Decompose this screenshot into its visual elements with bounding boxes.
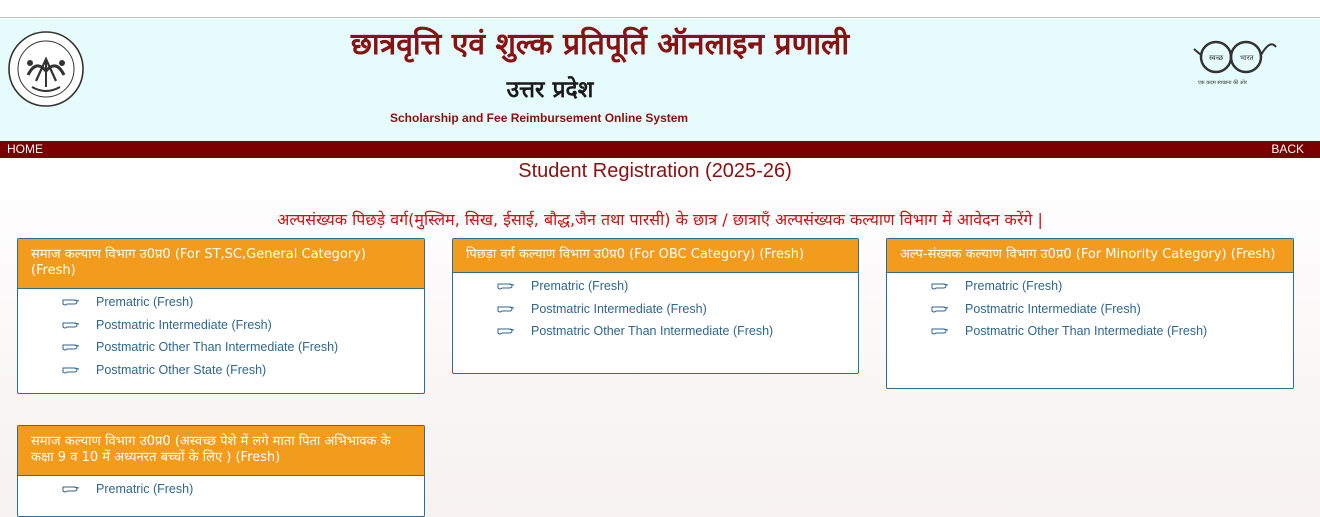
svg-text:एक कदम स्वच्छता की ओर: एक कदम स्वच्छता की ओर [1198,80,1247,86]
site-title-hindi: छात्रवृत्ति एवं शुल्क प्रतिपूर्ति ऑनलाइन प्रणाली [350,27,850,62]
link-postmatric-intermediate[interactable]: Postmatric Intermediate (Fresh) [453,299,858,322]
pointing-hand-icon [497,326,515,336]
site-header [0,19,1320,141]
panel-minority [886,238,1294,389]
top-strip [0,0,1320,18]
main-content [0,158,1320,517]
link-postmatric-other-than-intermediate[interactable]: Postmatric Other Than Intermediate (Fresh) [18,337,424,360]
site-title-english: Scholarship and Fee Reimbursement Online System [390,111,689,125]
panel-obc [452,238,859,374]
pointing-hand-icon [62,342,80,352]
link-prematric[interactable]: Prematric (Fresh) [18,479,424,502]
pointing-hand-icon [931,326,949,336]
panel-heading: समाज कल्याण विभाग उ0प्र0 (For ST,SC,General Category) (Fresh) [18,239,424,289]
link-postmatric-other-than-intermediate[interactable]: Postmatric Other Than Intermediate (Fresh) [887,321,1293,344]
panel-heading: पिछड़ा वर्ग कल्याण विभाग उ0प्र0 (For OBC Category) (Fresh) [453,239,858,273]
panel-unclean-occupation [17,425,425,517]
pointing-hand-icon [62,365,80,375]
svg-text:स्वच्छ: स्वच्छ [1209,54,1224,62]
pointing-hand-icon [62,320,80,330]
link-postmatric-other-state[interactable]: Postmatric Other State (Fresh) [18,360,424,383]
minority-notice: अल्पसंख्यक पिछड़े वर्ग(मुस्लिम, सिख, ईसाई, बौद्ध,जैन तथा पारसी) के छात्र / छात्राएँ अल्पसंख्यक कल्याण विभाग में आवेदन करेंगे | [277,210,1043,229]
panel-heading: समाज कल्याण विभाग उ0प्र0 (अस्वच्छ पेशे में लगे माता पिता अभिभावक के कक्षा 9 व 10 में अध्यनरत बच्चों के लिए ) (Fresh) [18,426,424,476]
swachh-bharat-logo [1190,27,1280,97]
link-prematric[interactable]: Prematric (Fresh) [887,276,1293,299]
nav-bar [0,141,1320,158]
link-prematric[interactable]: Prematric (Fresh) [18,292,424,315]
pointing-hand-icon [497,304,515,314]
registration-link-list [18,289,424,382]
registration-link-list [887,273,1293,344]
link-postmatric-intermediate[interactable]: Postmatric Intermediate (Fresh) [887,299,1293,322]
registration-link-list [453,273,858,344]
pointing-hand-icon [497,281,515,291]
state-name-hindi: उत्तर प्रदेश [506,77,594,103]
pointing-hand-icon [931,304,949,314]
panel-sc-st-general [17,238,425,394]
link-postmatric-other-than-intermediate[interactable]: Postmatric Other Than Intermediate (Fresh) [453,321,858,344]
svg-text:भारत: भारत [1240,54,1254,62]
panel-heading: अल्प-संख्यक कल्याण विभाग उ0प्र0 (For Minority Category) (Fresh) [887,239,1293,273]
page-title: Student Registration (2025-26) [518,160,792,182]
link-prematric[interactable]: Prematric (Fresh) [453,276,858,299]
pointing-hand-icon [931,281,949,291]
pointing-hand-icon [62,484,80,494]
pointing-hand-icon [62,297,80,307]
home-link[interactable]: HOME [7,142,43,156]
back-link[interactable]: BACK [1271,142,1304,156]
registration-link-list [18,476,424,502]
link-postmatric-intermediate[interactable]: Postmatric Intermediate (Fresh) [18,315,424,338]
